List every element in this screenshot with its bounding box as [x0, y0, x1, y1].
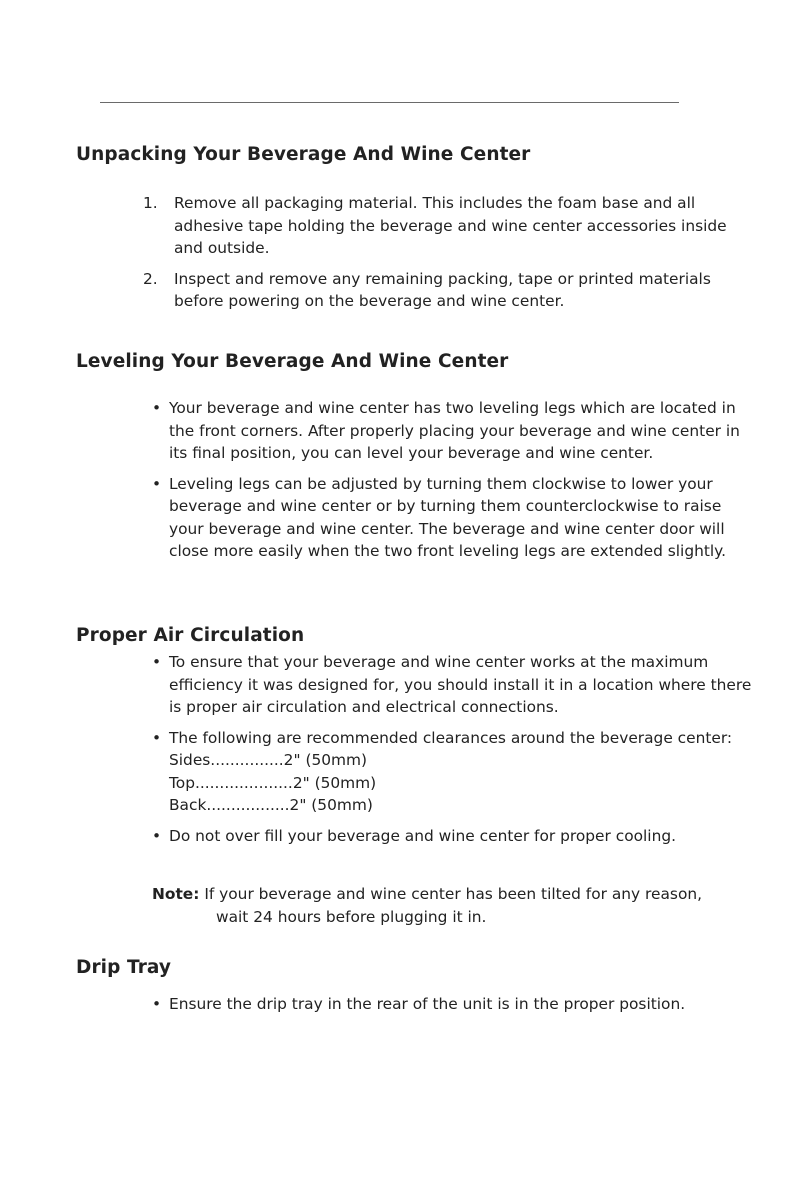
list-item — [143, 268, 743, 313]
list-item — [152, 397, 742, 465]
unpacking-list — [143, 192, 743, 321]
note-label: Note: — [152, 885, 200, 903]
bullet-icon: • — [152, 399, 162, 417]
list-text: Do not over fill your beverage and wine center for proper cooling. — [169, 826, 676, 845]
clearances-intro: The following are recommended clearances around the beverage center: — [169, 728, 733, 747]
note-line-2: wait 24 hours before plugging it in. — [216, 907, 487, 926]
list-item — [143, 192, 743, 260]
list-text: To ensure that your beverage and wine center works at the maximum efficiency it was designed for, you should install it in a location where there is proper air circulation and electrical connections. — [169, 653, 752, 716]
note — [152, 883, 752, 928]
list-item — [152, 473, 742, 563]
clearance-sides: Sides...............2" (50mm) — [169, 751, 368, 769]
list-text: Ensure the drip tray in the rear of the unit is in the proper position. — [169, 995, 686, 1013]
list-text: Remove all packaging material. This includes the foam base and all adhesive tape holding the beverage and wine center accessories inside and outside. — [174, 194, 727, 257]
list-number: 1. — [143, 194, 158, 212]
bullet-icon: • — [152, 728, 162, 747]
list-text: Your beverage and wine center has two leveling legs which are located in the front corners. After properly placing your beverage and wine center in its final position, you can level your beverage and wine center. — [169, 399, 740, 462]
list-text — [169, 727, 752, 817]
clearance-top: Top....................2" (50mm) — [169, 773, 377, 792]
bullet-icon: • — [152, 995, 162, 1013]
air-list — [152, 651, 752, 855]
header-rule — [100, 102, 679, 103]
drip-list — [152, 993, 752, 1024]
list-number: 2. — [143, 269, 158, 288]
bullet-icon: • — [152, 826, 162, 845]
bullet-icon: • — [152, 474, 162, 493]
note-line-1: If your beverage and wine center has been tilted for any reason, — [204, 885, 703, 903]
leveling-list — [152, 397, 742, 571]
section-title-leveling: Leveling Your Beverage And Wine Center — [76, 351, 509, 372]
bullet-icon: • — [152, 653, 162, 671]
list-text: Inspect and remove any remaining packing, tape or printed materials before powering on the beverage and wine center. — [174, 269, 711, 310]
list-item — [152, 651, 752, 719]
list-item — [152, 727, 752, 817]
section-title-drip-tray: Drip Tray — [76, 957, 172, 978]
section-title-unpacking: Unpacking Your Beverage And Wine Center — [76, 144, 531, 165]
list-text: Leveling legs can be adjusted by turning them clockwise to lower your beverage and wine center or by turning them counterclockwise to raise your beverage and wine center. The beverage and wine center door will close more easily when the two front leveling legs are extended slightly. — [169, 474, 726, 560]
list-item — [152, 993, 752, 1016]
section-title-air-circulation: Proper Air Circulation — [76, 625, 305, 646]
clearance-back: Back.................2" (50mm) — [169, 796, 373, 814]
list-item — [152, 825, 752, 848]
